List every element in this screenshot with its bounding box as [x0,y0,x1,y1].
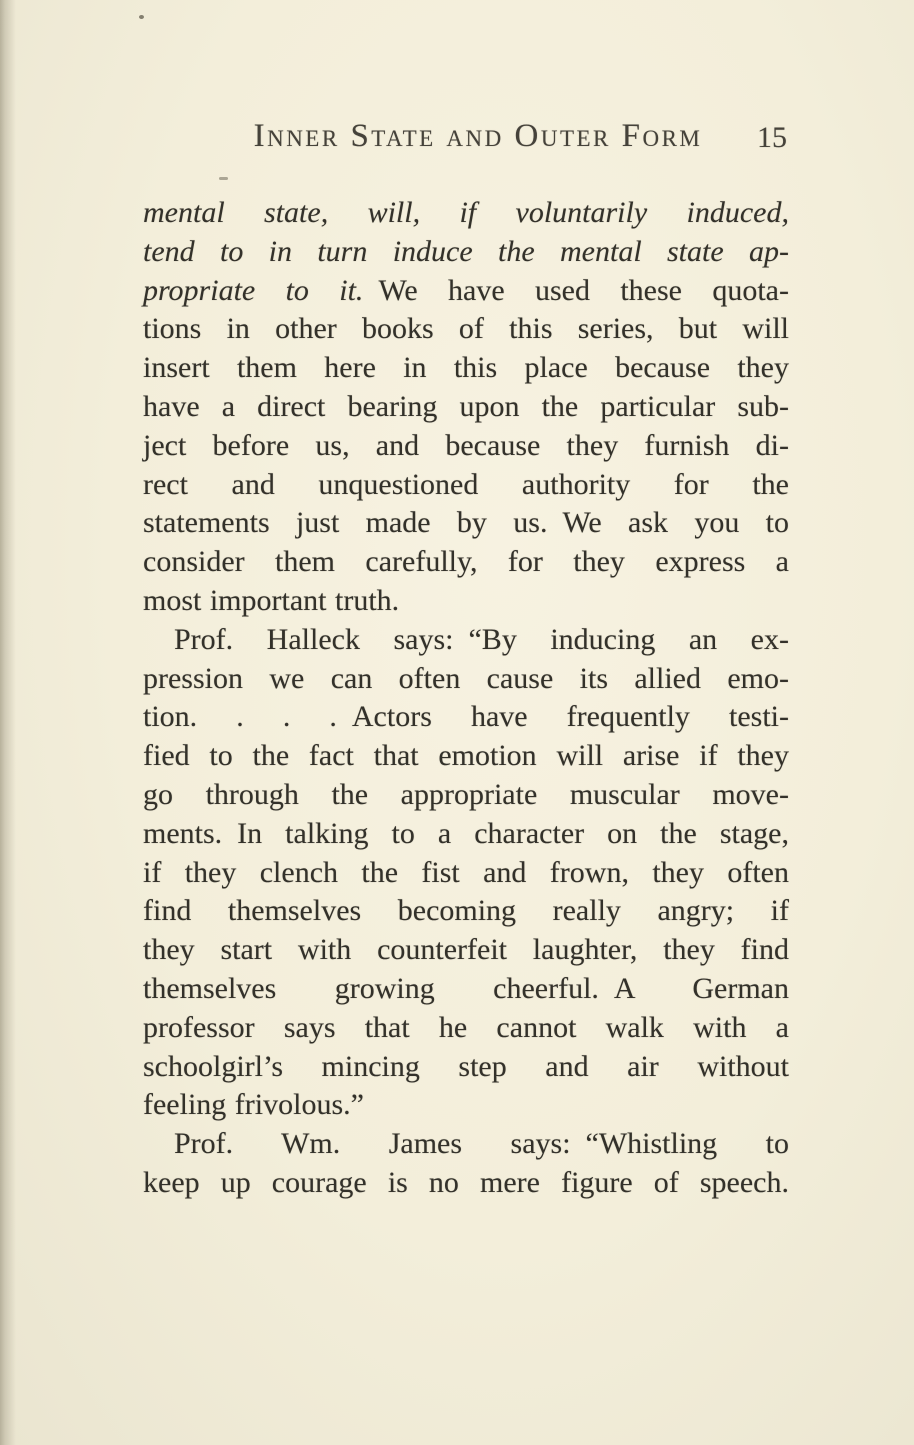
text-line [143,815,789,854]
text-segment: they start with counterfeit laughter, they find [143,933,789,967]
text-line [143,466,789,505]
text-line [143,388,789,427]
text-line [143,1164,789,1203]
text-segment: if they clench the fist and frown, they often [143,855,789,889]
text-line [143,698,789,737]
text-line [143,931,789,970]
text-segment: ject before us, and because they furnish di- [143,428,789,462]
text-segment: tion. . . . Actors have frequently testi- [143,700,789,734]
text-segment: find themselves becoming really angry; if [143,894,789,928]
text-segment: Prof. Halleck says: “By inducing an ex- [174,622,789,656]
italic-text-segment: propriate to it. [143,273,364,307]
text-line [143,504,789,543]
italic-text-segment: mental state, will, if voluntarily induced, [143,196,789,229]
text-line [143,737,789,776]
text-segment: keep up courage is no mere figure of speech. [143,1165,789,1199]
text-line [143,892,789,931]
text-line [143,194,789,233]
text-line [143,272,789,311]
page-text [143,194,789,1203]
text-line [143,543,789,582]
text-line [143,1125,789,1164]
text-line [143,621,789,660]
text-line [143,233,789,272]
text-segment: professor says that he cannot walk with a [143,1010,789,1044]
chapter-title: Inner State and Outer Form [253,118,703,154]
text-segment: tions in other books of this series, but will [143,312,789,346]
text-segment: fied to the fact that emotion will arise if they [143,739,789,773]
text-segment: consider them carefully, for they express a [143,545,789,579]
scan-speck [219,177,228,180]
page-number: 15 [757,121,787,154]
text-line [143,582,789,621]
text-segment: most important truth. [143,583,400,617]
text-segment: pression we can often cause its allied emo- [143,661,789,695]
text-line [143,1048,789,1087]
text-line [143,1086,789,1125]
text-segment: statements just made by us. We ask you to [143,506,789,540]
text-line [143,660,789,699]
scan-speck [139,15,144,19]
text-segment: Prof. Wm. James says: “Whistling to [174,1127,789,1161]
text-segment: insert them here in this place because they [143,351,789,385]
text-segment: themselves growing cheerful. A German [143,971,789,1005]
text-segment: We have used these quota- [363,273,789,307]
text-line [143,1009,789,1048]
text-segment: go through the appropriate muscular move- [143,777,789,811]
text-line [143,776,789,815]
text-segment: feeling frivolous.” [143,1088,364,1122]
text-line [143,970,789,1009]
text-line [143,854,789,893]
italic-text-segment: tend to in turn induce the mental state ap- [143,234,789,268]
running-header [143,118,789,160]
text-line [143,427,789,466]
text-line [143,349,789,388]
text-line [143,310,789,349]
text-segment: schoolgirl’s mincing step and air without [143,1049,789,1083]
text-segment: have a direct bearing upon the particular sub- [143,389,789,423]
text-segment: rect and unquestioned authority for the [143,467,789,501]
page-left-edge-shadow [0,0,16,1445]
text-segment: ments. In talking to a character on the stage, [143,816,789,850]
